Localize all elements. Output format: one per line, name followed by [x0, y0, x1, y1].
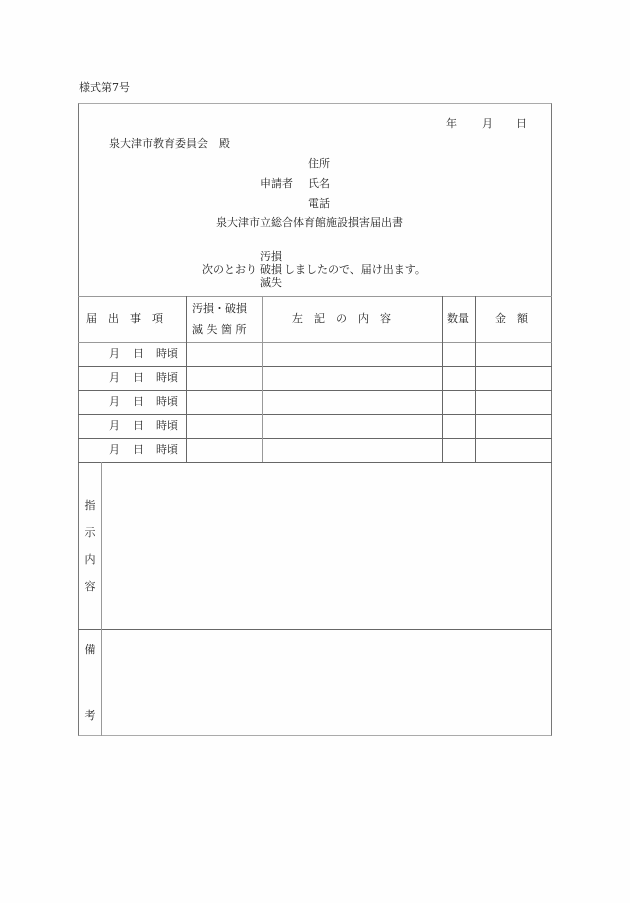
col-divider-4 [475, 296, 476, 462]
date-day-label: 日 [516, 117, 527, 130]
header-quantity: 数量 [447, 312, 469, 325]
document-title: 泉大津市立総合体育館施設損害届出書 [216, 216, 403, 229]
divider-row-2 [78, 390, 552, 391]
applicant-role-label: 申請者 [260, 177, 293, 190]
row-day-label: 日 [133, 371, 144, 384]
date-year-label: 年 [446, 117, 457, 130]
form-number: 様式第7号 [79, 81, 130, 94]
row-time-label: 時頃 [156, 347, 178, 360]
date-month-label: 月 [482, 117, 493, 130]
row-time-label: 時頃 [156, 395, 178, 408]
row-month-label: 月 [109, 419, 120, 432]
name-label: 氏名 [308, 177, 330, 190]
instructions-label-char: 示 [84, 526, 96, 539]
row-time-label: 時頃 [156, 371, 178, 384]
remarks-label-char: 考 [84, 709, 96, 722]
instructions-content-area[interactable] [102, 463, 551, 628]
col-divider-2 [262, 296, 263, 462]
header-location-line1: 汚損・破損 [192, 302, 247, 315]
row-day-label: 日 [133, 347, 144, 360]
divider-table-header-bottom [78, 342, 552, 343]
option-soil: 汚損 [260, 250, 282, 263]
col-divider-3 [442, 296, 443, 462]
row-month-label: 月 [109, 443, 120, 456]
divider-row-4 [78, 438, 552, 439]
option-damage: 破損 [260, 263, 282, 276]
row-day-label: 日 [133, 395, 144, 408]
divider-row-1 [78, 366, 552, 367]
row-time-label: 時頃 [156, 443, 178, 456]
address-label: 住所 [308, 157, 330, 170]
remarks-label-char: 備 [84, 643, 96, 656]
row-month-label: 月 [109, 371, 120, 384]
header-amount: 金 額 [495, 312, 528, 325]
row-month-label: 月 [109, 395, 120, 408]
header-content: 左 記 の 内 容 [292, 312, 391, 325]
row-time-label: 時頃 [156, 419, 178, 432]
col-divider-1 [186, 296, 187, 462]
addressee: 泉大津市教育委員会 殿 [109, 137, 230, 150]
statement-prefix: 次のとおり [202, 263, 257, 276]
option-loss: 滅失 [260, 276, 282, 289]
row-day-label: 日 [133, 443, 144, 456]
header-report-item: 届 出 事 項 [86, 312, 163, 325]
divider-header-top [78, 296, 552, 297]
remarks-content-area[interactable] [102, 630, 551, 735]
divider-row-3 [78, 414, 552, 415]
statement-suffix: しましたので、届け出ます。 [284, 263, 426, 276]
row-day-label: 日 [133, 419, 144, 432]
instructions-label-char: 内 [84, 553, 96, 566]
instructions-label-char: 容 [84, 580, 96, 593]
instructions-label-char: 指 [84, 499, 96, 512]
row-month-label: 月 [109, 347, 120, 360]
header-location-line2: 滅 失 箇 所 [192, 323, 247, 336]
phone-label: 電話 [308, 197, 330, 210]
